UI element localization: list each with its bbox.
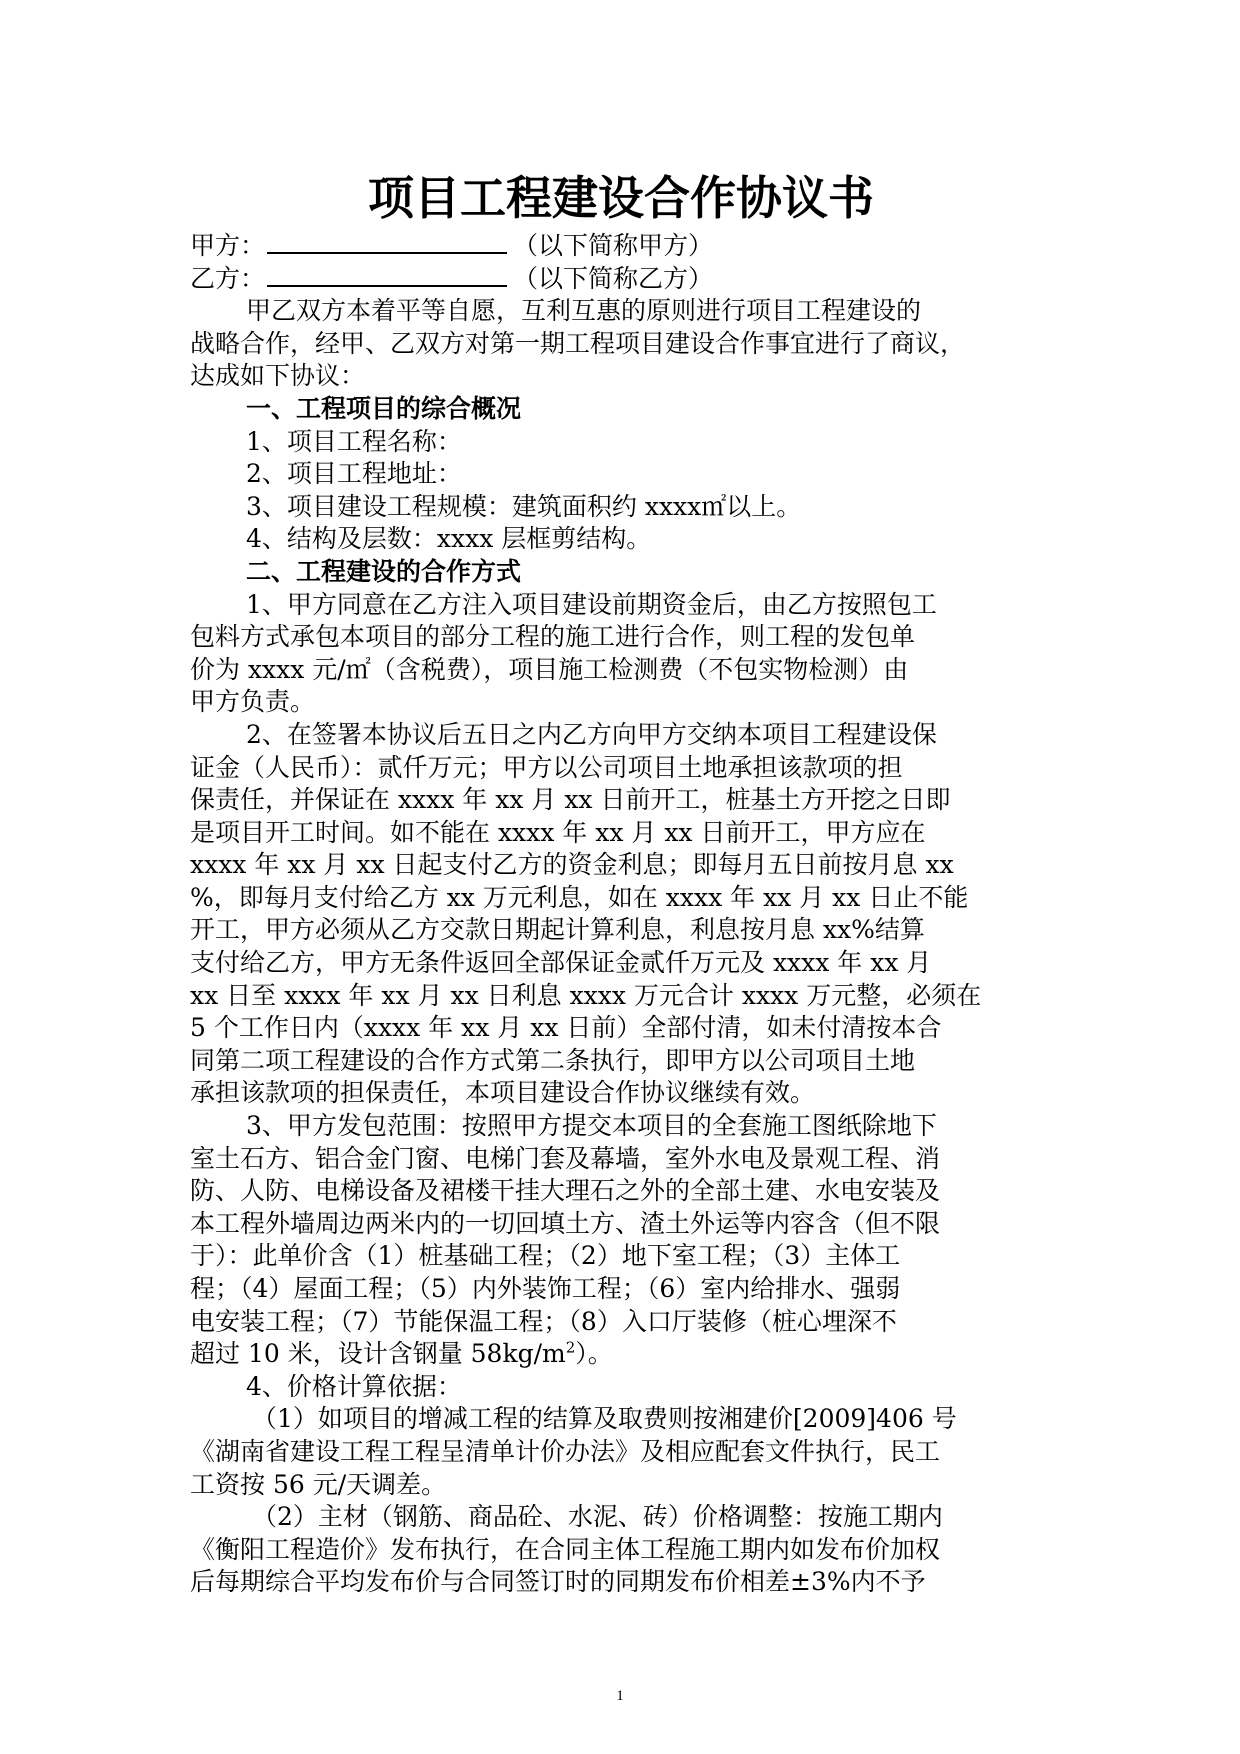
body-line: 工资按 56 元/天调差。 xyxy=(190,1469,447,1499)
party-a-blank[interactable] xyxy=(267,230,507,254)
body-line: 防、人防、电梯设备及裙楼干挂大理石之外的全部土建、水电安装及 xyxy=(190,1176,941,1206)
body-line: 《湖南省建设工程工程呈清单计价办法》及相应配套文件执行，民工 xyxy=(190,1436,941,1466)
body-line: 程；（4）屋面工程；（5）内外装饰工程；（6）室内给排水、强弱 xyxy=(190,1274,901,1303)
party-a-label: 甲方： xyxy=(190,231,266,260)
body-line: （1）如项目的增减工程的结算及取费则按湘建价[2009]406 号 xyxy=(252,1404,957,1434)
party-b-blank[interactable] xyxy=(267,263,507,287)
superscript: 2 xyxy=(565,1338,576,1357)
body-line: 承担该款项的担保责任，本项目建设合作协议继续有效。 xyxy=(190,1078,816,1108)
body-line-text: 超过 10 米，设计含钢量 58kg/m xyxy=(190,1339,566,1369)
body-line: 同第二项工程建设的合作方式第二条执行，即甲方以公司项目土地 xyxy=(190,1045,916,1075)
body-line: 后每期综合平均发布价与合同签订时的同期发布价相差±3%内不予 xyxy=(190,1567,926,1597)
body-line: 支付给乙方，甲方无条件返回全部保证金贰仟万元及 xxxx 年 xx 月 xyxy=(190,948,932,978)
body-line: 开工，甲方必须从乙方交款日期起计算利息，利息按月息 xx%结算 xyxy=(190,915,925,945)
body-line: 4、价格计算依据： xyxy=(246,1371,462,1401)
body-line: xx 日至 xxxx 年 xx 月 xx 日利息 xxxx 万元合计 xxxx 万元整，必须在 xyxy=(190,980,982,1010)
body-line: 电安装工程；（7）节能保温工程；（8）入口厅装修（桩心埋深不 xyxy=(190,1306,897,1336)
page-title: 项目工程建设合作协议书 xyxy=(368,171,874,225)
body-line: 本工程外墙周边两米内的一切回填土方、渣土外运等内容含（但不限 xyxy=(190,1208,941,1238)
party-b-suffix: （以下简称乙方） xyxy=(513,263,714,293)
body-line: %，即每月支付给乙方 xx 万元利息，如在 xxxx 年 xx 月 xx 日止不能 xyxy=(190,882,969,912)
body-line: 1、甲方同意在乙方注入项目建设前期资金后，由乙方按照包工 xyxy=(246,589,937,619)
party-b-label: 乙方： xyxy=(190,263,266,293)
body-line: 达成如下协议： xyxy=(190,361,366,391)
section-heading-1: 一、工程项目的综合概况 xyxy=(246,393,522,423)
body-line: 甲乙双方本着平等自愿，互利互惠的原则进行项目工程建设的 xyxy=(246,296,922,326)
body-line: 《衡阳工程造价》发布执行，在合同主体工程施工期内如发布价加权 xyxy=(190,1534,941,1564)
body-line: 室土石方、铝合金门窗、电梯门套及幕墙，室外水电及景观工程、消 xyxy=(190,1143,941,1173)
body-line: 2、项目工程地址： xyxy=(246,459,462,489)
body-line-with-superscript xyxy=(190,1338,1052,1371)
page-number: 1 xyxy=(616,1688,624,1704)
body-line: 于）：此单价含（1）桩基础工程；（2）地下室工程；（3）主体工 xyxy=(190,1241,901,1271)
body-line: 证金（人民币）：贰仟万元；甲方以公司项目土地承担该款项的担 xyxy=(190,752,903,782)
body-line: 包料方式承包本项目的部分工程的施工进行合作，则工程的发包单 xyxy=(190,622,916,652)
body-line: 1、项目工程名称： xyxy=(246,426,462,456)
body-line: xxxx 年 xx 月 xx 日起支付乙方的资金利息；即每月五日前按月息 xx xyxy=(190,850,954,880)
body-line: 战略合作，经甲、乙双方对第一期工程项目建设合作事宜进行了商议， xyxy=(190,328,966,358)
party-b-line xyxy=(190,263,1052,296)
body-line: 甲方负责。 xyxy=(190,687,316,717)
party-a-line xyxy=(190,230,1052,263)
section-heading-2: 二、工程建设的合作方式 xyxy=(246,556,522,586)
body-line-tail: ）。 xyxy=(575,1339,613,1369)
body-line: 2、在签署本协议后五日之内乙方向甲方交纳本项目工程建设保 xyxy=(246,719,937,749)
body-line: 价为 xxxx 元/㎡（含税费），项目施工检测费（不包实物检测）由 xyxy=(190,654,909,684)
party-a-suffix: （以下简称甲方） xyxy=(513,231,714,260)
body-line: 保责任，并保证在 xxxx 年 xx 月 xx 日前开工，桩基土方开挖之日即 xyxy=(190,785,951,815)
document-page xyxy=(190,166,1052,1599)
body-line: 是项目开工时间。如不能在 xxxx 年 xx 月 xx 日前开工，甲方应在 xyxy=(190,817,926,847)
body-line: 3、项目建设工程规模：建筑面积约 xxxx㎡以上。 xyxy=(246,491,802,521)
body-line: （2）主材（钢筋、商品砼、水泥、砖）价格调整：按施工期内 xyxy=(252,1502,943,1532)
body-line: 5 个工作日内（xxxx 年 xx 月 xx 日前）全部付清，如未付清按本合 xyxy=(190,1013,942,1043)
body-line: 4、结构及层数：xxxx 层框剪结构。 xyxy=(246,524,652,554)
body-line: 3、甲方发包范围：按照甲方提交本项目的全套施工图纸除地下 xyxy=(246,1111,937,1141)
